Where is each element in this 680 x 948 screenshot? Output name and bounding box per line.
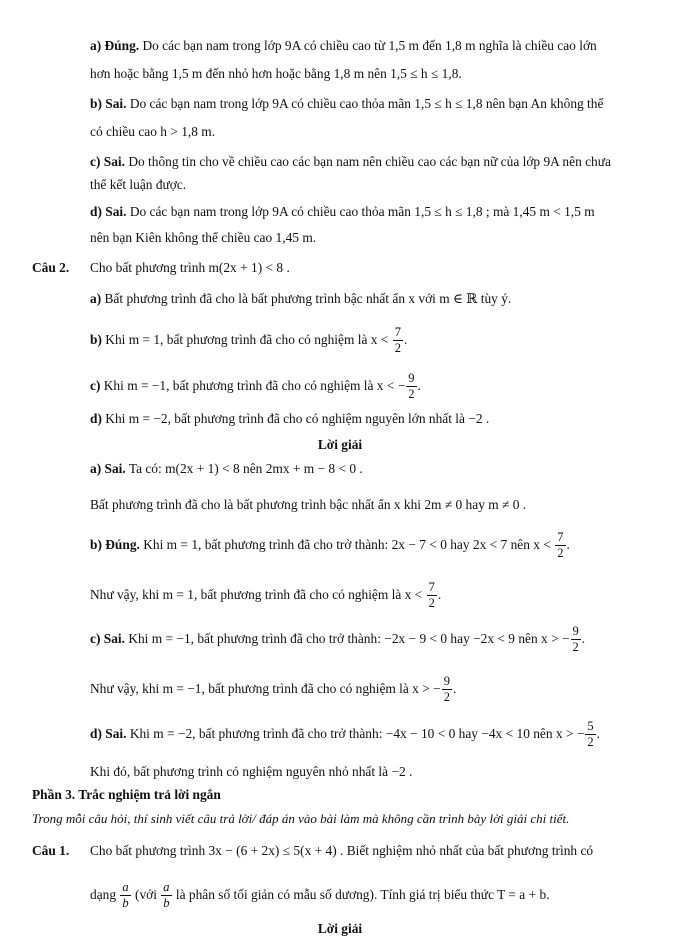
answer-b-text-1: Do các bạn nam trong lớp 9A có chiều cao thỏa mãn 1,5 ≤ h ≤ 1,8 nên bạn An không thể xyxy=(126,96,604,111)
fraction-den: b xyxy=(122,895,129,910)
answer-b-line-1 xyxy=(90,95,603,113)
answer-a-line-1 xyxy=(90,37,597,55)
period: . xyxy=(403,332,408,348)
fraction-a-b xyxy=(161,881,171,909)
question-2c xyxy=(90,373,421,401)
solution-title-2 xyxy=(0,920,680,938)
answer-c-line-2: thể kết luận được. xyxy=(90,177,187,192)
fraction-den: 2 xyxy=(587,734,594,749)
fraction-9-2 xyxy=(406,372,416,400)
solution-2b-line-2 xyxy=(90,582,441,610)
question-1-text-2a: dạng xyxy=(90,887,117,903)
answer-d-text-1: Do các bạn nam trong lớp 9A có chiều cao thỏa mãn 1,5 ≤ h ≤ 1,8 ; mà 1,45 m < 1,5 m xyxy=(126,204,595,219)
fraction-den: 2 xyxy=(572,639,579,654)
fraction-den: b xyxy=(163,895,170,910)
question-1-text-2c: là phân số tối giản có mẫu số dương). Tính giá trị biểu thức T = a + b. xyxy=(172,887,550,903)
fraction-a-b xyxy=(120,881,130,909)
question-1-label xyxy=(32,842,69,860)
solution-2b-text: Khi m = 1, bất phương trình đã cho trở thành: 2x − 7 < 0 hay 2x < 7 nên x < xyxy=(139,537,551,553)
solution-2c-label: c) Sai. xyxy=(90,631,125,647)
question-2a xyxy=(90,290,511,308)
answer-a-line-2: hơn hoặc bằng 1,5 m đến nhỏ hơn hoặc bằng 1,8 m nên 1,5 ≤ h ≤ 1,8. xyxy=(90,66,462,81)
fraction-7-2 xyxy=(555,531,565,559)
answer-c-label: c) Sai. xyxy=(90,154,125,169)
solution-2c-text-2: Như vậy, khi m = −1, bất phương trình đã cho có nghiệm là x > − xyxy=(90,681,441,697)
solution-title-text: Lời giải xyxy=(317,437,363,452)
solution-2c xyxy=(90,626,585,654)
solution-2b-text-2: Như vậy, khi m = 1, bất phương trình đã cho có nghiệm là x < xyxy=(90,587,423,603)
solution-title xyxy=(0,436,680,454)
fraction-7-2 xyxy=(393,326,403,354)
period: . xyxy=(417,378,421,394)
fraction-num: 5 xyxy=(587,719,594,733)
question-2b-label: b) xyxy=(90,332,102,348)
solution-2d-line-2: Khi đó, bất phương trình có nghiệm nguyên nhỏ nhất là −2 . xyxy=(90,764,413,779)
solution-2d-label: d) Sai. xyxy=(90,726,127,742)
answer-d-label: d) Sai. xyxy=(90,204,127,219)
part-3-title xyxy=(32,786,221,804)
question-2-label-text: Câu 2. xyxy=(32,260,70,275)
solution-2d xyxy=(90,721,600,749)
period: . xyxy=(566,537,570,553)
question-1-text: Cho bất phương trình 3x − (6 + 2x) ≤ 5(x + 4) . Biết nghiệm nhỏ nhất của bất phương trình có xyxy=(90,843,594,858)
period: . xyxy=(581,631,586,647)
fraction-9-2 xyxy=(571,625,581,653)
fraction-num: 9 xyxy=(408,371,415,385)
solution-2b-label: b) Đúng. xyxy=(90,537,140,553)
question-1-line-2 xyxy=(90,882,550,910)
fraction-num: a xyxy=(163,880,170,894)
answer-d-line-1 xyxy=(90,203,595,221)
solution-2c-line-2 xyxy=(90,676,456,704)
fraction-num: 9 xyxy=(572,624,579,638)
solution-2c-text: Khi m = −1, bất phương trình đã cho trở thành: −2x − 9 < 0 hay −2x < 9 nên x > − xyxy=(124,631,570,647)
solution-title-2-text: Lời giải xyxy=(317,921,363,936)
question-2a-label: a) xyxy=(90,291,102,306)
answer-a-text-1: Do các bạn nam trong lớp 9A có chiều cao từ 1,5 m đến 1,8 m nghĩa là chiều cao lớn xyxy=(139,38,597,53)
answer-b-line-2: có chiều cao h > 1,8 m. xyxy=(90,124,216,139)
question-2-text: Cho bất phương trình m(2x + 1) < 8 . xyxy=(90,260,290,275)
period: . xyxy=(437,587,442,603)
answer-b-label: b) Sai. xyxy=(90,96,127,111)
fraction-den: 2 xyxy=(394,340,401,355)
answer-c-text-1: Do thông tin cho về chiều cao các bạn nam nên chiều cao các bạn nữ của lớp 9A nên chưa xyxy=(124,154,611,169)
fraction-num: 9 xyxy=(443,674,450,688)
question-2a-text: Bất phương trình đã cho là bất phương trình bậc nhất ẩn x với m ∈ ℝ tùy ý. xyxy=(101,291,512,306)
question-1-label-text: Câu 1. xyxy=(32,843,70,858)
period: . xyxy=(596,726,601,742)
fraction-9-2 xyxy=(442,675,452,703)
question-2-label xyxy=(32,259,69,277)
solution-2a-text: Ta có: m(2x + 1) < 8 nên 2mx + m − 8 < 0 . xyxy=(125,461,363,476)
fraction-den: 2 xyxy=(428,595,435,610)
part-3-instructions: Trong mỗi câu hỏi, thí sinh viết câu trả lời/ đáp án vào bài làm mà không cần trình bày lời giải chi tiết. xyxy=(32,811,570,826)
solution-2d-text: Khi m = −2, bất phương trình đã cho trở thành: −4x − 10 < 0 hay −4x < 10 nên x > − xyxy=(126,726,585,742)
answer-d-line-2: nên bạn Kiên không thể chiều cao 1,45 m. xyxy=(90,230,317,245)
fraction-num: 7 xyxy=(557,530,564,544)
solution-2a-line-2: Bất phương trình đã cho là bất phương trình bậc nhất ẩn x khi 2m ≠ 0 hay m ≠ 0 . xyxy=(90,497,527,512)
fraction-num: a xyxy=(122,880,129,894)
part-3-title-text: Phần 3. Trắc nghiệm trả lời ngắn xyxy=(32,787,221,802)
solution-2b xyxy=(90,532,570,560)
solution-2a-label: a) Sai. xyxy=(90,461,126,476)
question-2d-text: Khi m = −2, bất phương trình đã cho có nghiệm nguyên lớn nhất là −2 . xyxy=(101,411,490,426)
fraction-den: 2 xyxy=(408,386,415,401)
question-1-text-2b: (với xyxy=(131,887,161,903)
question-2d xyxy=(90,410,489,428)
answer-a-label: a) Đúng. xyxy=(90,38,140,53)
fraction-den: 2 xyxy=(443,689,450,704)
question-2b xyxy=(90,327,407,355)
fraction-num: 7 xyxy=(394,325,401,339)
solution-2a xyxy=(90,460,363,478)
fraction-5-2 xyxy=(585,720,595,748)
fraction-7-2 xyxy=(427,581,437,609)
question-2b-text: Khi m = 1, bất phương trình đã cho có nghiệm là x < xyxy=(101,332,389,348)
question-2c-label: c) xyxy=(90,378,101,394)
fraction-den: 2 xyxy=(557,545,564,560)
question-2c-text: Khi m = −1, bất phương trình đã cho có nghiệm là x < − xyxy=(100,378,406,394)
fraction-num: 7 xyxy=(428,580,435,594)
question-2d-label: d) xyxy=(90,411,102,426)
period: . xyxy=(452,681,457,697)
answer-c-line-1 xyxy=(90,153,611,171)
